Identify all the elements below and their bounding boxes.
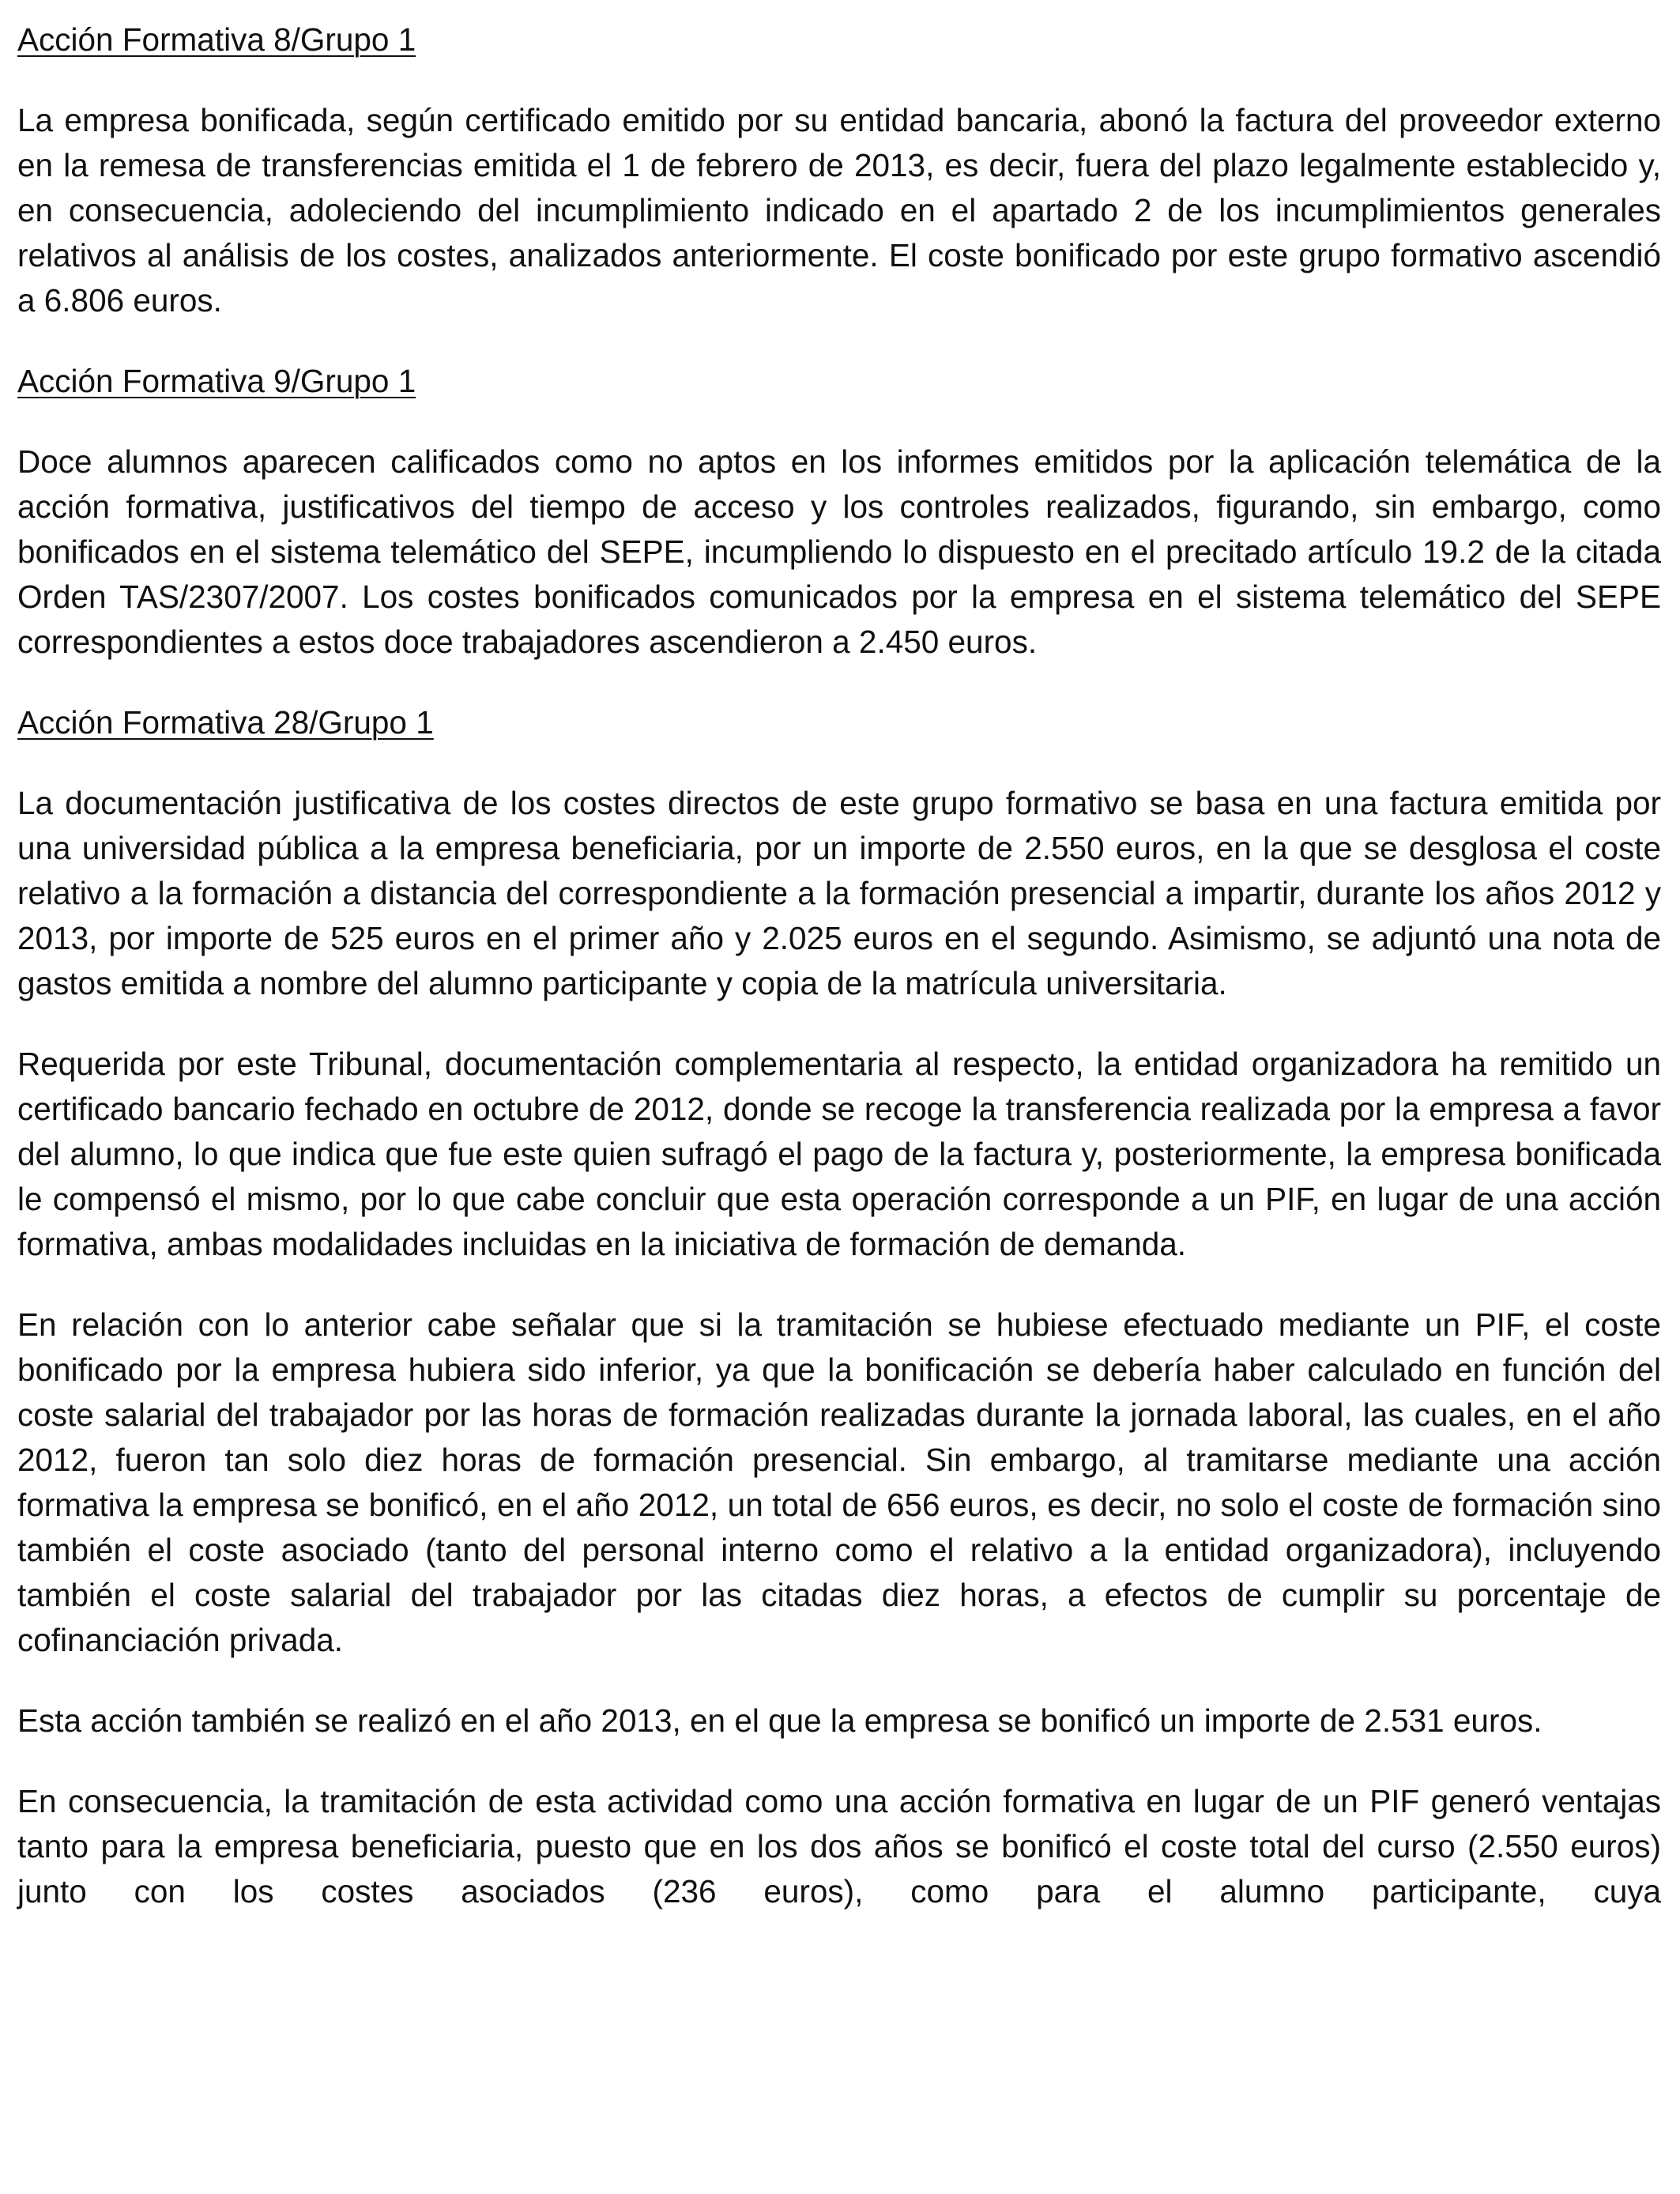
paragraph: Doce alumnos aparecen calificados como no aptos en los informes emitidos por la aplicación telemática de la acción formativa, justificativos del tiempo de acceso y los controles realizados, figurando, sin embargo, como bonificados en el sistema telemático del SEPE, incumpliendo lo dispuesto en el precitado artículo 19.2 de la citada Orden TAS/2307/2007. Los costes bonificados comunicados por la empresa en el sistema telemático del SEPE correspondientes a estos doce trabajadores ascendieron a 2.450 euros. [17, 443, 1661, 660]
paragraph: Requerida por este Tribunal, documentación complementaria al respecto, la entidad organizadora ha remitido un certificado bancario fechado en octubre de 2012, donde se recoge la transferencia realizada por la empresa a favor del alumno, lo que indica que fue este quien sufragó el pago de la factura y, posteriormente, la empresa bonificada le compensó el mismo, por lo que cabe concluir que esta operación corresponde a un PIF, en lugar de una acción formativa, ambas modalidades incluidas en la iniciativa de formación de demanda. [17, 1046, 1661, 1262]
section-accion-formativa-28 [17, 700, 1661, 1914]
section-heading: Acción Formativa 8/Grupo 1 [17, 21, 416, 58]
paragraph: En relación con lo anterior cabe señalar que si la tramitación se hubiese efectuado mediante un PIF, el coste bonificado por la empresa hubiera sido inferior, ya que la bonificación se debería haber calculado en función del coste salarial del trabajador por las horas de formación realizadas durante la jornada laboral, las cuales, en el año 2012, fueron tan solo diez horas de formación presencial. Sin embargo, al tramitarse mediante una acción formativa la empresa se bonificó, en el año 2012, un total de 656 euros, es decir, no solo el coste de formación sino también el coste asociado (tanto del personal interno como el relativo a la entidad organizadora), incluyendo también el coste salarial del trabajador por las citadas diez horas, a efectos de cumplir su porcentaje de cofinanciación privada. [17, 1306, 1661, 1658]
paragraph: La empresa bonificada, según certificado emitido por su entidad bancaria, abonó la factura del proveedor externo en la remesa de transferencias emitida el 1 de febrero de 2013, es decir, fuera del plazo legalmente establecido y, en consecuencia, adoleciendo del incumplimiento indicado en el apartado 2 de los incumplimientos generales relativos al análisis de los costes, analizados anteriormente. El coste bonificado por este grupo formativo ascendió a 6.806 euros. [17, 102, 1661, 319]
section-heading: Acción Formativa 28/Grupo 1 [17, 704, 434, 741]
paragraph: La documentación justificativa de los costes directos de este grupo formativo se basa en una factura emitida por una universidad pública a la empresa beneficiaria, por un importe de 2.550 euros, en la que se desglosa el coste relativo a la formación a distancia del correspondiente a la formación presencial a impartir, durante los años 2012 y 2013, por importe de 525 euros en el primer año y 2.025 euros en el segundo. Asimismo, se adjuntó una nota de gastos emitida a nombre del alumno participante y copia de la matrícula universitaria. [17, 785, 1661, 1001]
section-accion-formativa-8 [17, 17, 1661, 323]
paragraph: En consecuencia, la tramitación de esta actividad como una acción formativa en lugar de un PIF generó ventajas tanto para la empresa beneficiaria, puesto que en los dos años se bonificó el coste total del curso (2.550 euros) junto con los costes asociados (236 euros), como para el alumno participante, cuya [17, 1783, 1661, 1909]
section-accion-formativa-9 [17, 359, 1661, 665]
document-page [17, 17, 1661, 1950]
paragraph: Esta acción también se realizó en el año 2013, en el que la empresa se bonificó un importe de 2.531 euros. [17, 1702, 1543, 1739]
section-heading: Acción Formativa 9/Grupo 1 [17, 363, 416, 399]
